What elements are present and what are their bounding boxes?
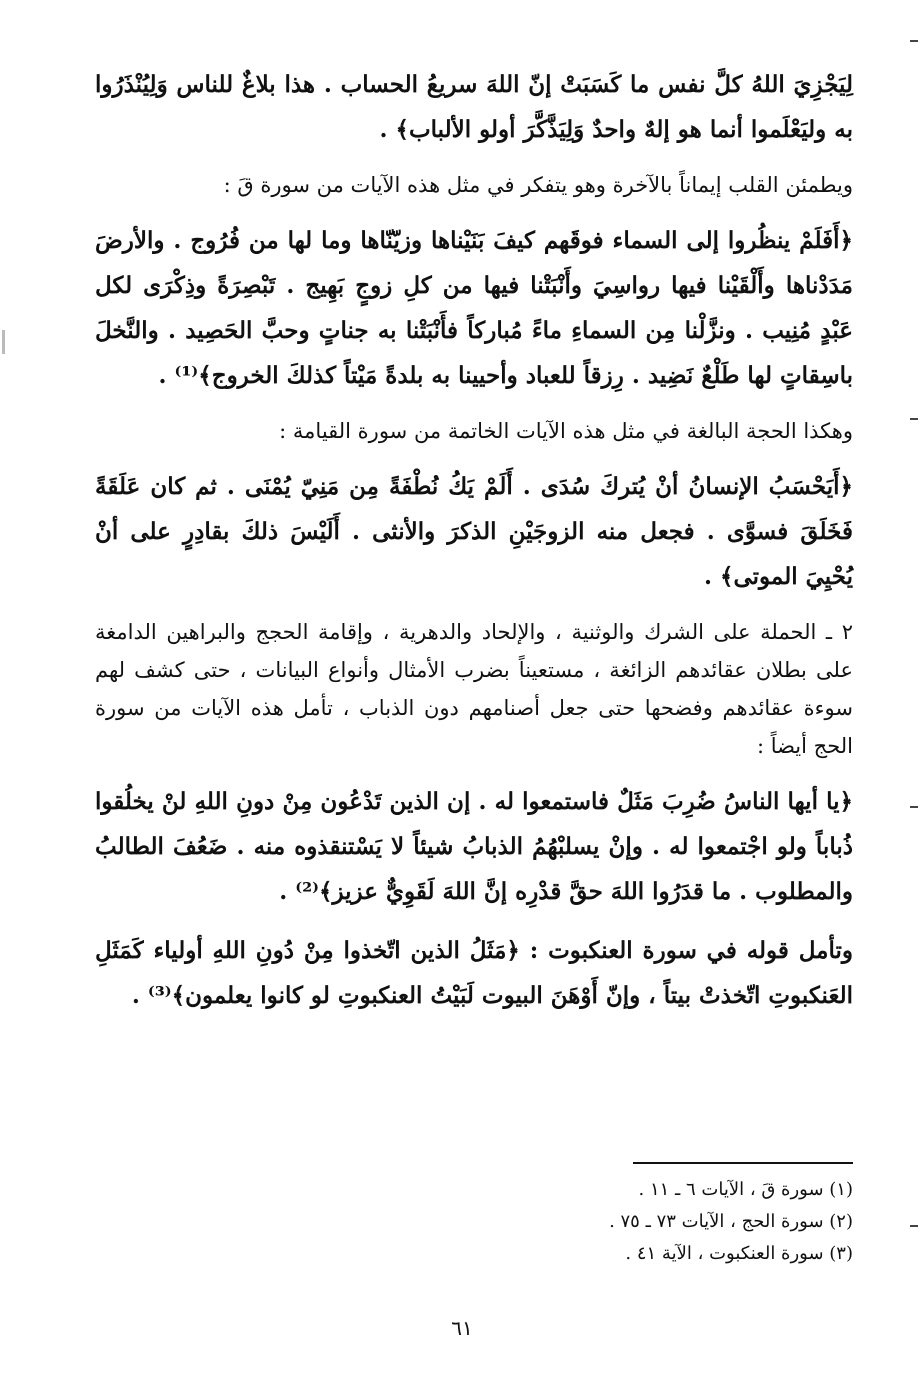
footnote: (١) سورة قَ ، الآيات ٦ ـ ١١ .	[638, 1179, 853, 1200]
mixed-paragraph: وتأمل قوله في سورة العنكبوت : ﴿مَثَلُ الذين اتّخذوا مِنْ دُونِ اللهِ أولياء كَمَثَلِ العَنكبوتِ اتّخذتْ بيتاً ، وإنّ أَوْهَنَ البيوت لَبَيْتُ العنكبوتِ لو كانوا يعلمون﴾⁽³⁾ .	[95, 937, 853, 1009]
prose-paragraph: ٢ ـ الحملة على الشرك والوثنية ، والإلحاد والدهرية ، وإقامة الحجج والبراهين الدامغة على بطلان عقائدهم الزائغة ، مستعيناً بضرب الأمثال وأنواع البيانات ، حتى كشف لهم سوءة عقائدهم وفضحها حتى جعل أصنامهم دون الذباب ، تأمل هذه الآيات من سورة الحج أيضاً :	[95, 620, 853, 758]
footnote: (٣) سورة العنكبوت ، الآية ٤١ .	[625, 1243, 853, 1264]
verse-paragraph: ﴿أَفَلَمْ ينظُروا إلى السماء فوقَهم كيفَ بَنَيْناها وزيّنّاها وما لها من فُرُوج . والأرضَ مَدَدْناها وأَلْقَيْنا فيها رواسِيَ وأَنْبَتْنا فيها من كلِ زوجٍ بَهِيج . تَبْصِرَةً وذِكْرَى لكل عَبْدٍ مُنِيب . ونزَّلْنا مِن السماءِ ماءً مُباركاً فأَنْبَتْنا به جناتٍ وحبَّ الحَصِيد . والنَّخلَ باسِقاتٍ لها طَلْعٌ نَضِيد . رِزقاً للعباد وأحيينا به بلدةً مَيْتاً كذلكَ الخروج﴾⁽¹⁾ .	[95, 227, 853, 389]
footnote-divider	[633, 1162, 853, 1164]
page-number: ٦١	[451, 1316, 473, 1340]
scan-edge-mark	[910, 1225, 918, 1227]
scan-edge-mark	[910, 806, 918, 808]
verse-paragraph: ﴿يا أيها الناسُ ضُرِبَ مَثَلٌ فاستمعوا له . إن الذين تَدْعُون مِنْ دونِ اللهِ لنْ يخلُقوا ذُباباً ولو اجْتمعوا له . وإنْ يسلبْهُمُ الذبابُ شيئاً لا يَسْتنقذوه منه . ضَعُفَ الطالبُ والمطلوب . ما قدَرُوا اللهَ حقَّ قدْرِه إنَّ اللهَ لَقَوِيٌّ عزيز﴾⁽²⁾ .	[95, 788, 853, 905]
prose-paragraph: ويطمئن القلب إيماناً بالآخرة وهو يتفكر في مثل هذه الآيات من سورة قَ :	[223, 173, 853, 197]
scan-edge-mark	[910, 418, 918, 420]
verse-paragraph: ﴿أَيَحْسَبُ الإنسانُ أنْ يُتركَ سُدَى . أَلَمْ يَكُ نُطْفَةً مِن مَنِيّ يُمْنَى . ثم كان عَلَقَةً فَخَلَقَ فسوَّى . فجعل منه الزوجَيْنِ الذكرَ والأنثى . أَلَيْسَ ذلكَ بقادِرٍ على أنْ يُحْيِيَ الموتى﴾ .	[95, 473, 853, 590]
verse-paragraph: لِيَجْزِيَ اللهُ كلَّ نفس ما كَسَبَتْ إنّ اللهَ سريعُ الحساب . هذا بلاغٌ للناس وَلِيُنْذَرُوا به وليَعْلَموا أنما هو إلهٌ واحدٌ وَلِيَذَّكَّرَ أولو الألباب﴾ .	[95, 71, 853, 143]
page-body	[95, 62, 853, 1032]
scan-edge-mark	[2, 330, 5, 354]
prose-paragraph: وهكذا الحجة البالغة في مثل هذه الآيات الخاتمة من سورة القيامة :	[279, 419, 853, 443]
footnotes	[95, 1162, 853, 1270]
footnote: (٢) سورة الحج ، الآيات ٧٣ ـ ٧٥ .	[609, 1211, 853, 1232]
scan-edge-mark	[910, 40, 918, 42]
